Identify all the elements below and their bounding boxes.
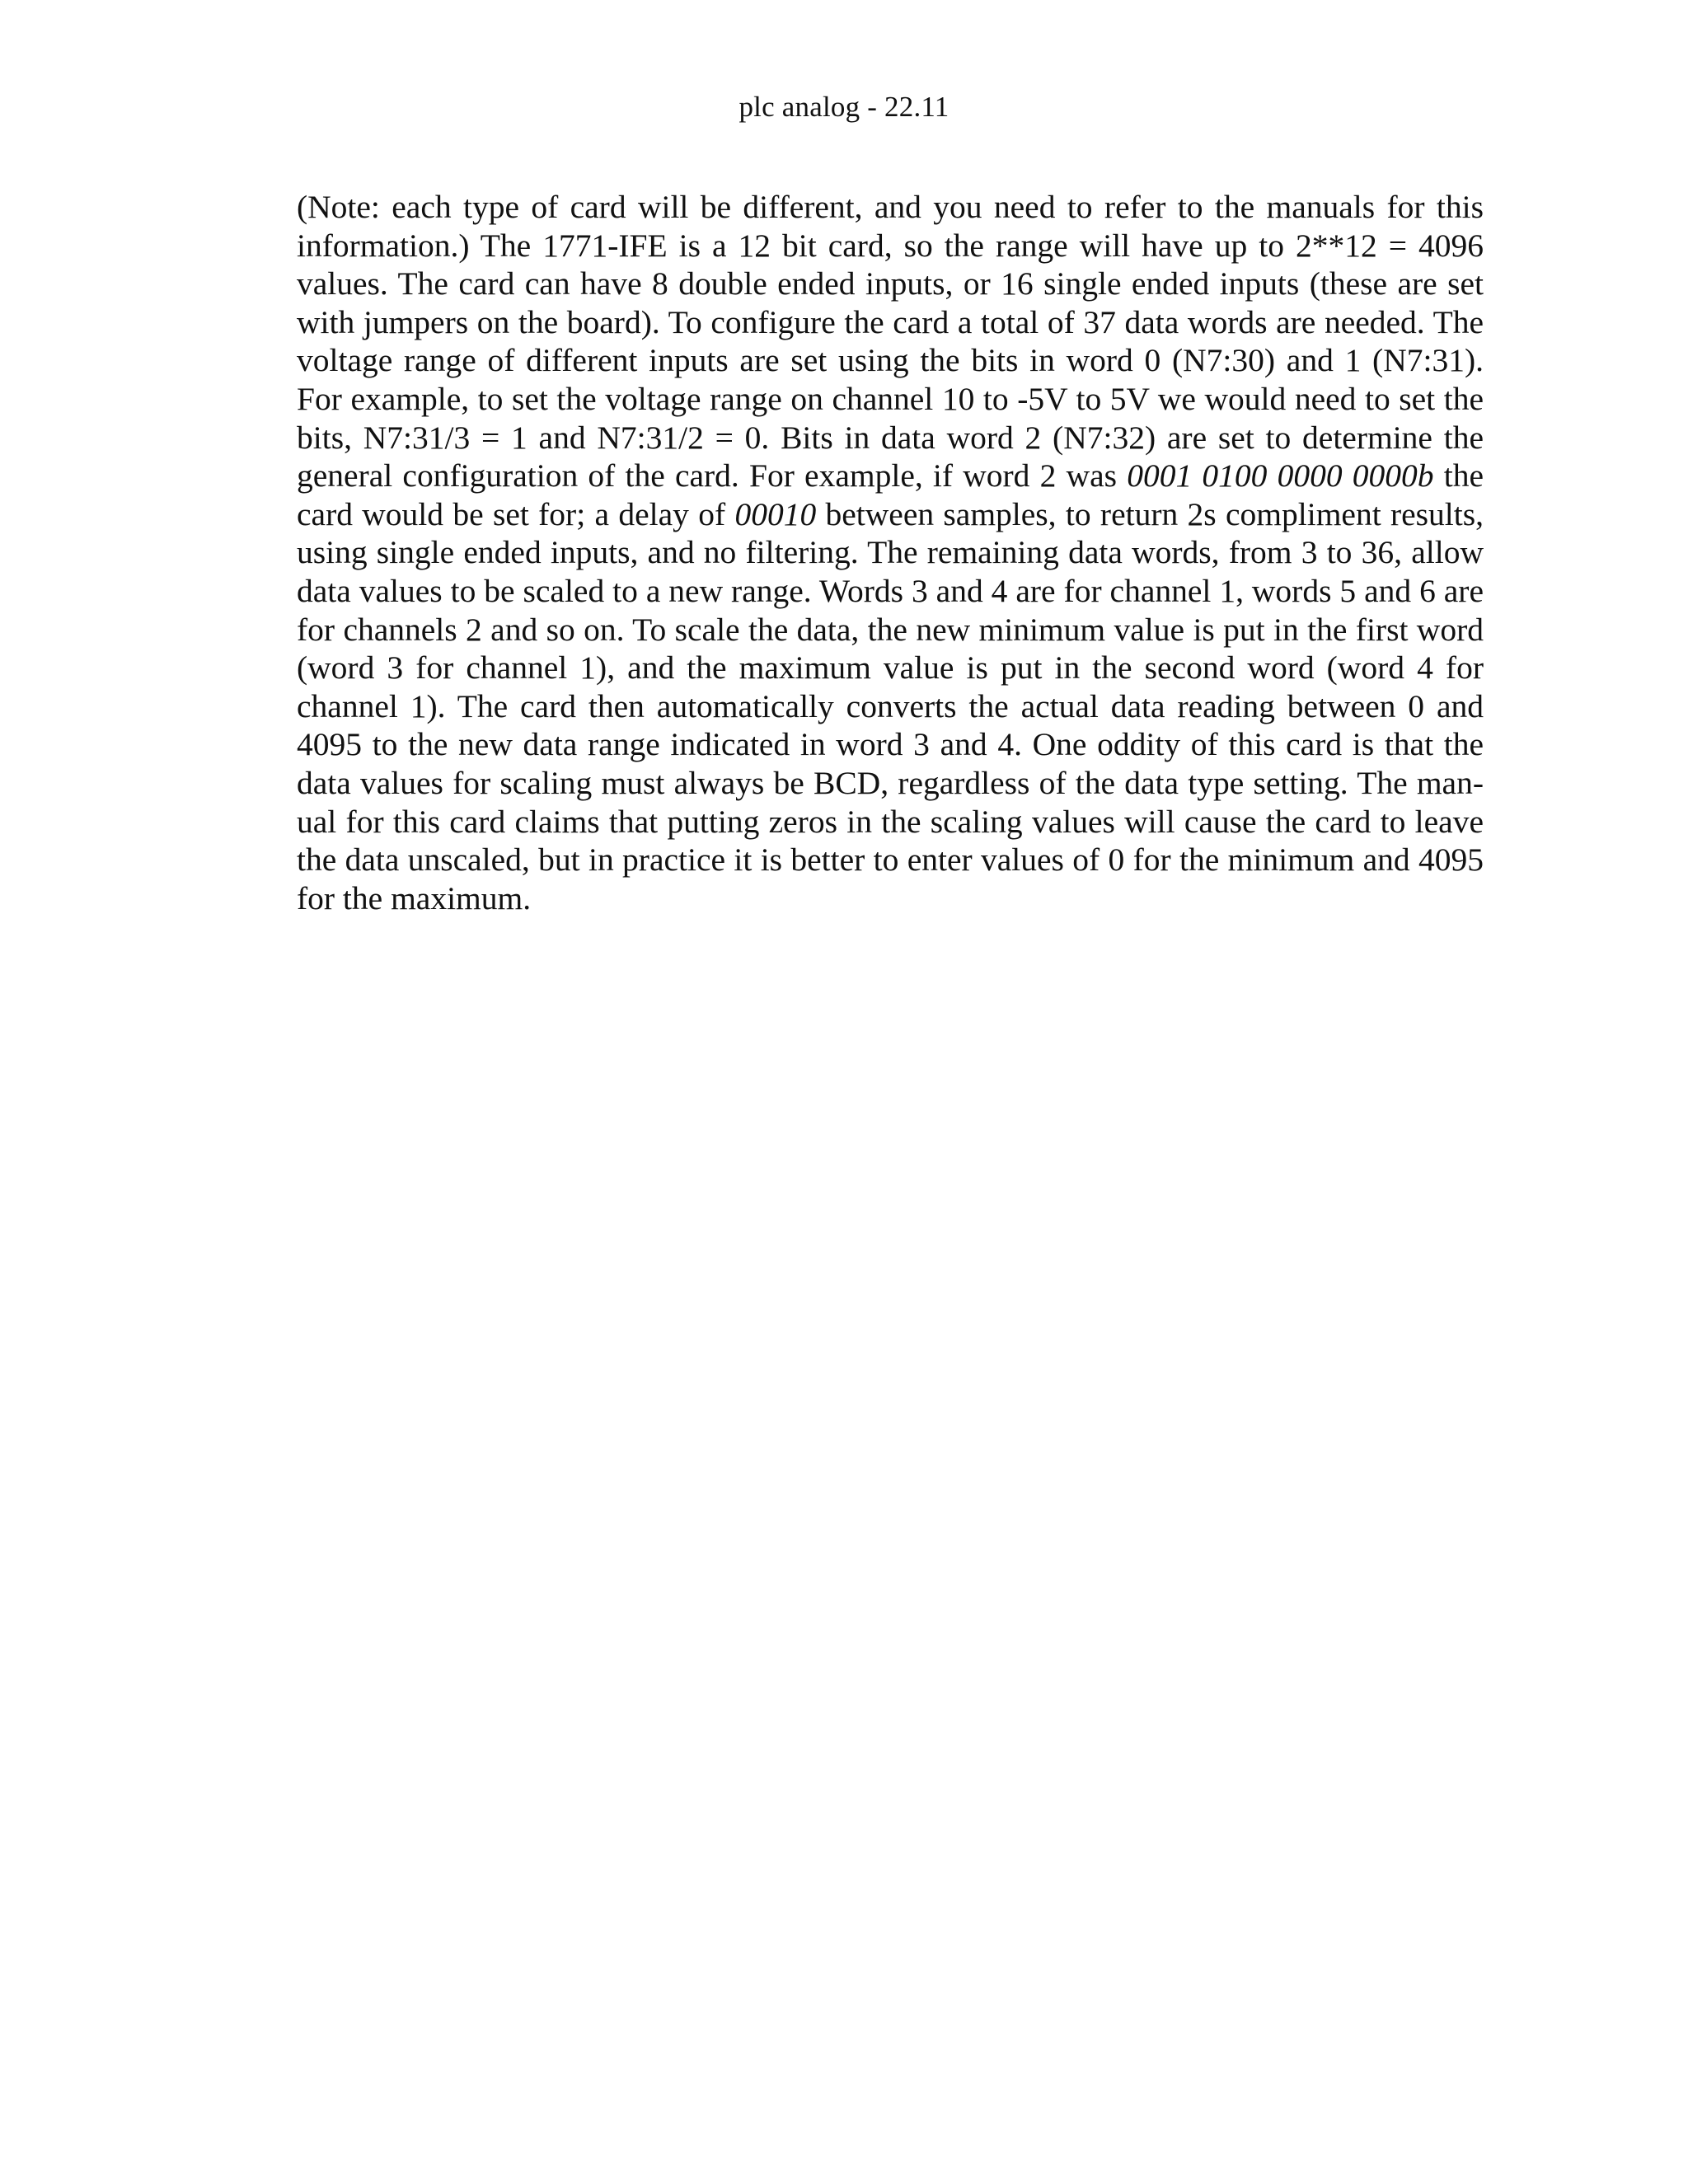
text-line: for the maximum. (297, 879, 532, 916)
text-line: For example, to set the voltage range on channel 10 to -5V to 5V we would need to set the (297, 380, 1484, 417)
text-line: 4095 to the new data range indicated in word 3 and 4. One oddity of this card is that the (297, 726, 1484, 763)
text-line: for channels 2 and so on. To scale the data, the new minimum value is put in the first word (297, 611, 1484, 648)
running-header: plc analog - 22.11 (738, 91, 950, 123)
text-run: card would be set for; a delay of (297, 495, 735, 532)
text-line: with jumpers on the board). To configure the card a total of 37 data words are needed. The (297, 303, 1484, 340)
text-line: channel 1). The card then automatically converts the actual data reading between 0 and (297, 687, 1484, 724)
text-line: data values for scaling must always be BCD, regardless of the data type setting. The man- (297, 764, 1484, 801)
text-line: information.) The 1771-IFE is a 12 bit card, so the range will have up to 2**12 = 4096 (297, 227, 1484, 264)
text-run: general configuration of the card. For example, if word 2 was (297, 457, 1128, 494)
body-paragraph (297, 188, 1484, 917)
text-line: data values to be scaled to a new range. Words 3 and 4 are for channel 1, words 5 and 6 are (297, 572, 1484, 609)
text-line: using single ended inputs, and no filtering. The remaining data words, from 3 to 36, allow (297, 534, 1484, 571)
text-line (297, 457, 1484, 495)
text-line: (Note: each type of card will be different, and you need to refer to the manuals for this (297, 189, 1484, 225)
text-line: (word 3 for channel 1), and the maximum value is put in the second word (word 4 for (297, 649, 1484, 687)
text-line (297, 495, 1484, 534)
text-run: between samples, to return 2s compliment results, (816, 495, 1484, 532)
italic-delay-value: 00010 (734, 495, 817, 532)
text-line: bits, N7:31/3 = 1 and N7:31/2 = 0. Bits in data word 2 (N7:32) are set to determine the (297, 419, 1484, 456)
text-run: the (1433, 457, 1484, 494)
italic-binary-value: 0001 0100 0000 0000b (1127, 457, 1434, 494)
text-line: the data unscaled, but in practice it is better to enter values of 0 for the minimum and 4095 (297, 841, 1484, 879)
text-line: ual for this card claims that putting zeros in the scaling values will cause the card to leave (297, 803, 1484, 840)
text-line: values. The card can have 8 double ended inputs, or 16 single ended inputs (these are set (297, 265, 1484, 302)
text-line: voltage range of different inputs are set using the bits in word 0 (N7:30) and 1 (N7:31). (297, 342, 1484, 379)
